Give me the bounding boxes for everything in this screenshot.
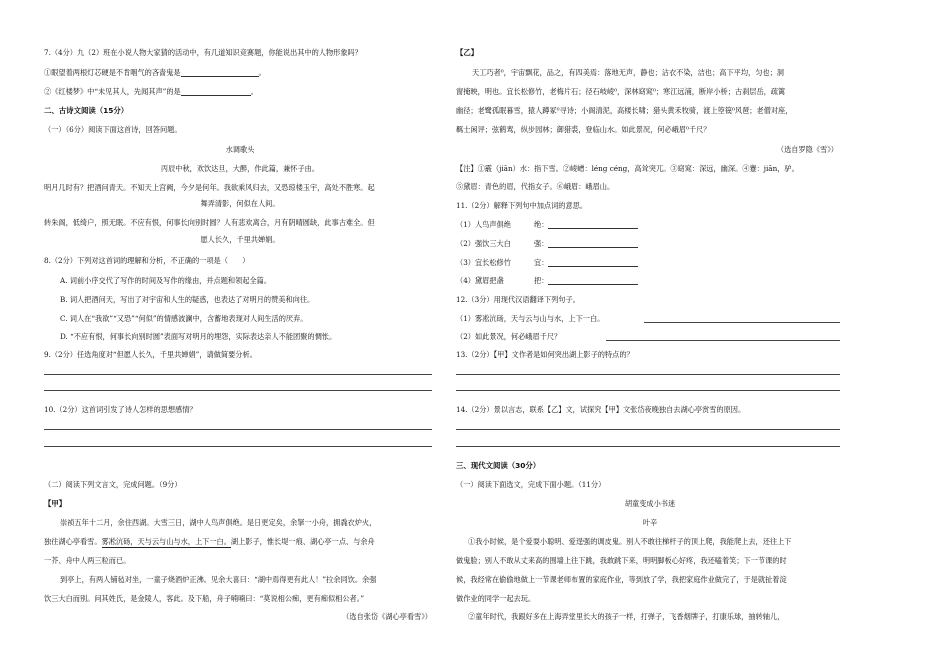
q7-stem: 7.（4分）九（2）班在小说人物大家猜的活动中，有几道知识竞赛题，你能说出其中的人物形象吗？ bbox=[44, 48, 362, 57]
right-column bbox=[456, 0, 844, 672]
left-column bbox=[44, 0, 436, 672]
essay-line: ①我小时候，是个爱耍小聪明、爱逞强的调皮鬼。别人不敢往梯杆子的顶上爬，我能爬上去，还往上下 bbox=[468, 537, 792, 546]
passage-source: （选自张岱《湖心亭看雪》） bbox=[342, 612, 432, 621]
passage-line: 独往湖心亭看雪。雾凇沆砀，天与云与山与水，上下一白。湖上影子，惟长堤一痕、湖心亭一点、与余舟 bbox=[44, 537, 375, 546]
answer-line[interactable] bbox=[644, 322, 840, 323]
annotation-line: ⑤黛眉：青色的眉，代指女子。⑥峨眉：峨眉山。 bbox=[456, 182, 615, 191]
passage-line: 幽径；老鹭孤眠暮雪，猿人蹲冢⁰寻诗；小阁清泥，高楼长啸；猎头黄禾牧骑，渡上箜篌⁰风琶；老僧对座， bbox=[456, 106, 793, 115]
part2-instruction: （二）阅读下列文言文，完成问题。（9分） bbox=[44, 480, 182, 489]
q12-sentence-1: （1）雾凇沆砀，天与云与山与水，上下一白。 bbox=[456, 314, 605, 323]
q11-item: （1）人鸟声俱绝 绝： bbox=[456, 220, 638, 229]
yi-label: 【乙】 bbox=[456, 48, 479, 57]
poem-line: 愿人长久，千里共婵娟。 bbox=[200, 235, 280, 244]
q13-stem: 13.（2分）【甲】文作者是如何突出湖上影子的特点的？ bbox=[456, 350, 634, 359]
q12-stem: 12.（3分）用现代汉语翻译下列句子。 bbox=[456, 295, 580, 304]
underlined-sentence: 雾凇沆砀，天与云与山与水，上下一白。 bbox=[101, 537, 231, 546]
section-3-heading: 三、现代文阅读（30分） bbox=[456, 461, 541, 470]
answer-blank[interactable] bbox=[548, 220, 638, 229]
essay-line: ②童年时代，我跟好多在上海弄堂里长大的孩子一样，打弹子，飞香烟牌子，打康乐球，抽转轴儿， bbox=[468, 612, 785, 621]
passage-line: 天工巧者⁰，宇宙飘花，品之，有四美焉：落地无声，静也；沾衣不染，洁也；高下平均，匀也；洞 bbox=[472, 68, 784, 77]
poem-title: 水调歌头 bbox=[225, 145, 255, 154]
q11-stem: 11.（2分）解释下列句中加点词的意思。 bbox=[456, 201, 588, 210]
q11-item: （3）宜长松修竹 宜： bbox=[456, 258, 638, 267]
answer-blank[interactable] bbox=[181, 87, 251, 96]
passage-line: 一芥、舟中人两三粒而已。 bbox=[44, 556, 131, 565]
q8-option-a: A. 词前小序交代了写作的时间及写作的缘由，并点题和领起全篇。 bbox=[60, 276, 272, 285]
q7-item1: ①眼望着两根灯芯硬是不肯咽气的吝啬鬼是 。 bbox=[44, 68, 266, 77]
answer-line[interactable] bbox=[456, 429, 840, 430]
q12-sentence-2: （2）如此景况，何必峨眉千尺？ bbox=[456, 332, 562, 341]
essay-title: 胡童变成小书迷 bbox=[624, 499, 676, 508]
part-instruction: （一）阅读下面选文，完成下面小题。（11分） bbox=[456, 480, 606, 489]
q8-option-d: D. “不应有恨，何事长向别时圆”表面写对明月的埋怨，实际表达亲人不能团聚的惆怅。 bbox=[60, 332, 337, 341]
answer-line[interactable] bbox=[44, 429, 432, 430]
passage-line: 羁士闲评；弦鹤鸾，纵步园林；御猎裘，登临山水。如此景况，何必峨眉⁰千尺？ bbox=[456, 125, 711, 134]
answer-line[interactable] bbox=[44, 446, 432, 447]
answer-blank[interactable] bbox=[548, 276, 638, 285]
essay-line: 做作业的同学一起去玩。 bbox=[456, 594, 536, 603]
passage-line: 饮三大白而别。问其姓氏，是金陵人，客此。及下船，舟子喃喃曰：“莫说相公痴，更有痴似相公者。” bbox=[44, 594, 365, 603]
poem-line: 舞弄清影，何似在人间。 bbox=[200, 199, 280, 208]
answer-line[interactable] bbox=[44, 390, 432, 391]
answer-line[interactable] bbox=[456, 374, 840, 375]
answer-blank[interactable] bbox=[548, 258, 638, 267]
essay-author: 叶辛 bbox=[642, 518, 658, 527]
q8-stem: 8.（2分）下列对这首词的理解和分析，不正确的一项是（ ） bbox=[44, 256, 250, 265]
answer-line[interactable] bbox=[456, 446, 840, 447]
passage-line: 崇祯五年十二月，余住西湖。大雪三日，湖中人鸟声俱绝。是日更定矣，余拏一小舟，拥毳衣炉火， bbox=[60, 518, 377, 527]
jia-label: 【甲】 bbox=[44, 499, 67, 508]
answer-line[interactable] bbox=[606, 340, 840, 341]
section-2-heading: 二、古诗文阅读（15分） bbox=[44, 106, 129, 115]
q11-item: （2）强饮三大白 强： bbox=[456, 239, 638, 248]
essay-line: 做鬼脸；别人不敢从丈来高的围墙上往下跳，我敢跳下来，明明脚板心好疼，我还嗑着笑；下一节课的时 bbox=[456, 556, 787, 565]
q11-item: （4）黛眉把盏 把： bbox=[456, 276, 638, 285]
poem-line: 明月几时有？把酒问青天。不知天上宫阙，今夕是何年。我欲乘风归去，又恐琼楼玉宇，高处不胜寒。起 bbox=[44, 183, 375, 192]
passage-source: （选自罗隐《雪》） bbox=[776, 145, 838, 154]
poem-line: 转朱阁，低绮户，照无眠。不应有恨，何事长向别时圆？人有悲欢离合，月有阴晴圆缺，此事古难全。但 bbox=[44, 218, 375, 227]
q8-option-c: C. 词人在“我欲”“又恐”“何似”的情感波澜中，含蓄地表现对人间生活的厌弃。 bbox=[60, 314, 308, 323]
q14-stem: 14.（2分）景以言志，联系【乙】文，试探究【甲】文张岱夜晚独自去湖心亭赏雪的原因。 bbox=[456, 405, 746, 414]
passage-line: 窗掩映，明也。宜长松修竹，老梅片石；径石岐崚⁰，深林窈窕⁰；寒江远浦，断岸小桥；古刹层岳，疏篱 bbox=[456, 87, 786, 96]
poem-preface: 丙辰中秋，欢饮达旦，大醉，作此篇，兼怀子由。 bbox=[160, 164, 320, 173]
q10-stem: 10.（2分）这首词引发了诗人怎样的思想感情？ bbox=[44, 405, 197, 414]
q7-item2: ②《红楼梦》中“未见其人，先闻其声”的是 。 bbox=[44, 87, 258, 96]
q9-stem: 9.（2分）任选角度对“但愿人长久，千里共婵娟”，请做简要分析。 bbox=[44, 350, 257, 359]
part1-instruction: （一）（6分）阅读下面这首诗，回答问题。 bbox=[44, 125, 182, 134]
answer-blank[interactable] bbox=[548, 239, 638, 248]
answer-line[interactable] bbox=[456, 390, 840, 391]
essay-line: 候，我经常在偷偷地做上一节课老师布置的家庭作业，等到放了学，我把家庭作业做完了，于是就扯着淀 bbox=[456, 575, 787, 584]
annotation-line: 【注】①霰（jiān）水：指下雪。②崚嶒：léng céng，高耸突兀。③窈窕：深远，幽深。④蹇：jiān，驴。 bbox=[456, 164, 799, 173]
q8-option-b: B. 词人把酒问天，写出了对宇宙和人生的疑惑，也表达了对明月的赞美和向往。 bbox=[60, 295, 315, 304]
passage-line: 到亭上，有两人铺毡对坐，一童子烧酒炉正沸。见余大喜曰：“湖中焉得更有此人！”拉余同饮。余强 bbox=[60, 575, 377, 584]
answer-line[interactable] bbox=[44, 374, 432, 375]
answer-blank[interactable] bbox=[181, 68, 259, 77]
